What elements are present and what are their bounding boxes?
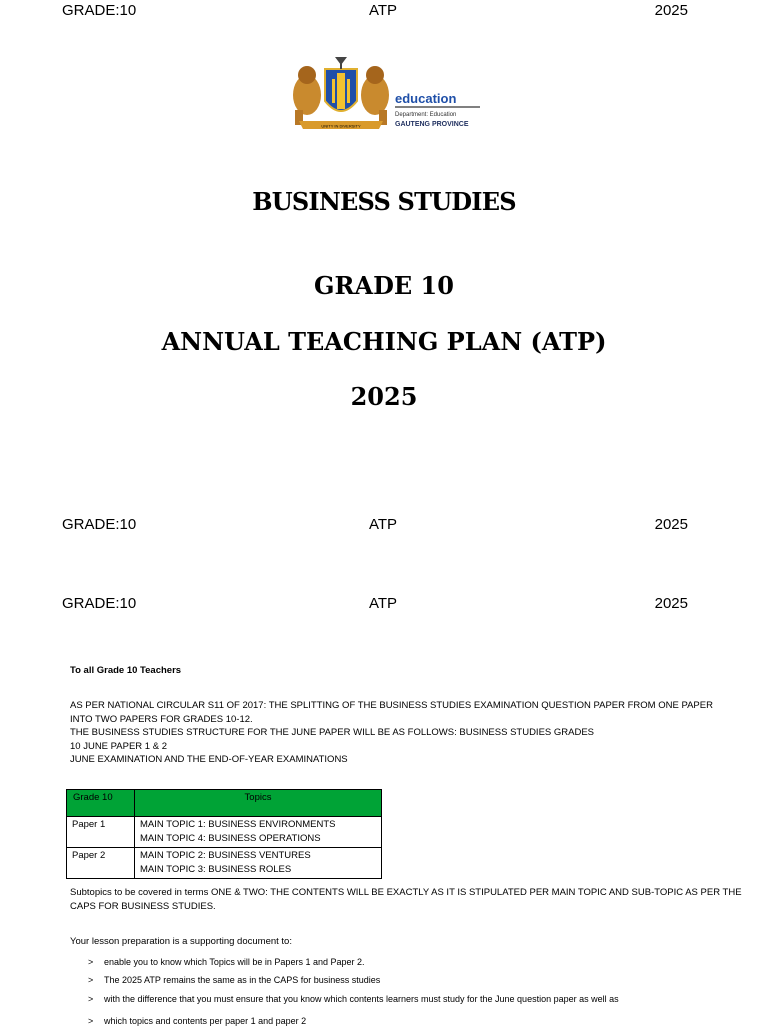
topic-line: MAIN TOPIC 1: BUSINESS ENVIRONMENTS: [140, 819, 336, 830]
header-grade: GRADE:10: [62, 516, 137, 533]
bullet-text: The 2025 ATP remains the same as in the CAPS for business studies: [104, 975, 381, 985]
gauteng-education-logo: [285, 55, 490, 135]
paper-cell: Paper 2: [67, 848, 135, 879]
topic-line: MAIN TOPIC 3: BUSINESS ROLES: [140, 864, 292, 875]
subtopics-line: Subtopics to be covered in terms ONE & TWO: THE CONTENTS WILL BE EXACTLY AS IT IS STIPULATED PER MAIN TOPIC AND SUB-TOPIC AS PER THE: [70, 887, 742, 898]
logo-province: GAUTENG PROVINCE: [395, 121, 469, 128]
subtopics-line: CAPS FOR BUSINESS STUDIES.: [70, 900, 216, 912]
bullet-text: enable you to know which Topics will be in Papers 1 and Paper 2.: [104, 957, 365, 967]
plan-title: ANNUAL TEACHING PLAN (ATP): [161, 327, 607, 356]
topics-cell: [135, 848, 382, 879]
topics-cell: [135, 817, 382, 848]
greeting: To all Grade 10 Teachers: [70, 665, 182, 676]
paragraph-line: INTO TWO PAPERS FOR GRADES 10-12.: [70, 713, 253, 725]
paragraph-line: THE BUSINESS STUDIES STRUCTURE FOR THE JUNE PAPER WILL BE AS FOLLOWS: BUSINESS STUDIES GRADES: [70, 727, 595, 739]
page-header-1: [62, 2, 688, 22]
svg-text:UNITY IN DIVERSITY: UNITY IN DIVERSITY: [321, 123, 361, 129]
prep-bullet: [88, 975, 380, 985]
header-year: 2025: [654, 595, 688, 612]
shield-icon: [325, 57, 357, 111]
header-year: 2025: [654, 2, 688, 19]
table-header-row: [67, 790, 382, 817]
bullet-marker: >: [88, 957, 94, 967]
header-topics-cell: Topics: [135, 790, 382, 817]
page-header-2: [62, 516, 688, 536]
grade-title: GRADE 10: [314, 271, 454, 300]
subject-title: BUSINESS STUDIES: [252, 187, 516, 216]
prep-bullet: [88, 1016, 306, 1026]
topics-table: [66, 789, 382, 879]
header-grade-cell: Grade 10: [67, 790, 135, 817]
header-atp: ATP: [369, 516, 398, 533]
bullet-marker: >: [88, 1016, 94, 1026]
left-lion-icon: [293, 66, 321, 125]
bullet-marker: >: [88, 994, 94, 1004]
table-row: [67, 817, 382, 848]
paper-cell: Paper 1: [67, 817, 135, 848]
header-grade: GRADE:10: [62, 2, 137, 19]
paragraph-line: 10 JUNE PAPER 1 & 2: [70, 740, 167, 752]
logo-brand: education: [395, 91, 457, 106]
topic-line: MAIN TOPIC 4: BUSINESS OPERATIONS: [140, 833, 321, 844]
bullet-marker: >: [88, 975, 94, 985]
subtopics-paragraph: [70, 886, 742, 913]
bullet-text: which topics and contents per paper 1 and paper 2: [104, 1016, 307, 1026]
header-grade: GRADE:10: [62, 595, 137, 612]
page-header-3: [62, 595, 688, 615]
motto-ribbon: [299, 121, 383, 129]
bullet-text: with the difference that you must ensure that you know which contents learners must study for the June question paper as well as: [104, 994, 619, 1004]
topic-line: MAIN TOPIC 2: BUSINESS VENTURES: [140, 850, 311, 861]
header-year: 2025: [654, 516, 688, 533]
header-atp: ATP: [369, 2, 398, 19]
right-lion-icon: [361, 66, 389, 125]
table-row: [67, 848, 382, 879]
year-title: 2025: [350, 382, 418, 411]
logo-dept: Department: Education: [395, 112, 457, 118]
circular-paragraph: [70, 699, 713, 767]
prep-bullet: [88, 957, 365, 967]
paragraph-line: JUNE EXAMINATION AND THE END-OF-YEAR EXAMINATIONS: [70, 754, 348, 766]
header-atp: ATP: [369, 595, 398, 612]
paragraph-line: AS PER NATIONAL CIRCULAR S11 OF 2017: THE SPLITTING OF THE BUSINESS STUDIES EXAMINATION QUESTION PAPER FROM ONE PAPER: [70, 700, 713, 711]
prep-intro: Your lesson preparation is a supporting document to:: [70, 936, 292, 947]
prep-bullet: [88, 994, 619, 1004]
